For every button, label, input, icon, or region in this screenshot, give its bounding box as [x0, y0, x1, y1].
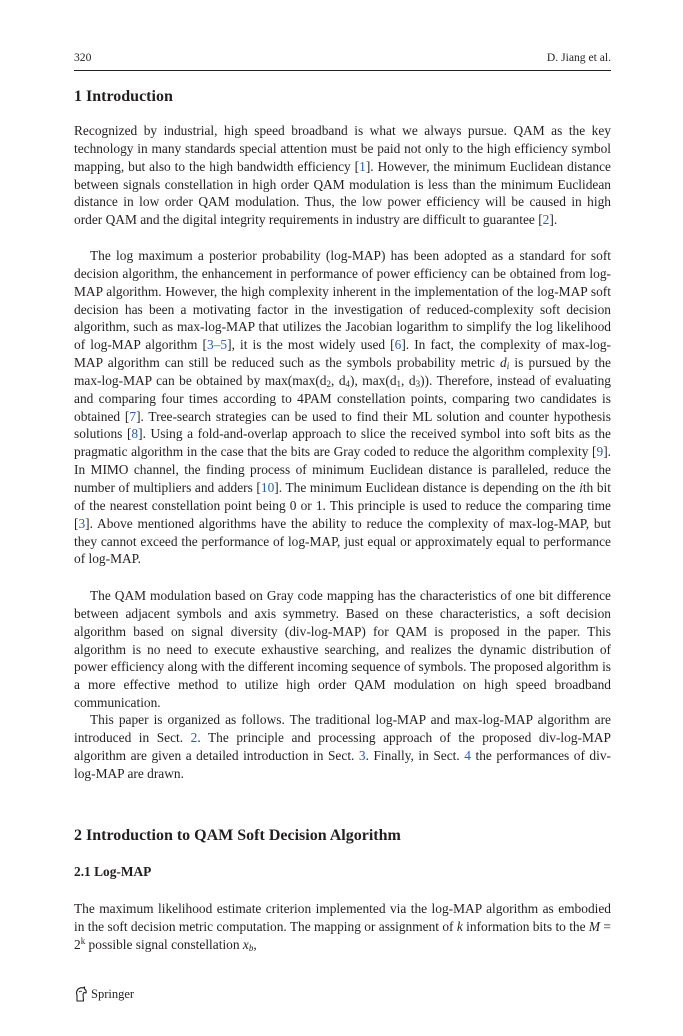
running-header-authors: D. Jiang et al. — [546, 51, 611, 64]
citation-link[interactable]: 6 — [394, 337, 402, 353]
section-1-heading: 1 Introduction — [74, 88, 173, 105]
log-map-paragraph-1: The maximum likelihood estimate criterion implemented via the log-MAP algorithm as embodied in the soft decision metric computation. The mapping or assignment of k information bits to the $M = 2^k$ possible signal constellation $x_b$, — [74, 901, 611, 953]
section-link[interactable]: 2 — [190, 729, 198, 745]
section-link[interactable]: 4 — [464, 747, 471, 763]
page-number: 320 — [74, 51, 92, 64]
citation-link[interactable]: 2 — [542, 212, 550, 228]
citation-link[interactable]: 9 — [596, 444, 604, 460]
citation-link[interactable]: 1 — [359, 158, 366, 174]
citation-link[interactable]: 3 — [207, 337, 214, 353]
intro-paragraph-4: This paper is organized as follows. The traditional log-MAP and max-log-MAP algorithm are introduced in Sect. 2. The principle and processing approach of the proposed div-log-MAP algorithm are given a detailed introduction in Sect. 3. Finally, in Sect. 4 the performances of div-log-MAP are drawn. — [74, 712, 612, 781]
springer-horse-icon — [74, 986, 88, 1002]
citation-link[interactable]: 7 — [129, 408, 137, 424]
running-header — [74, 51, 611, 69]
publisher-footer — [74, 985, 134, 1003]
citation-link[interactable]: 3 — [78, 515, 86, 531]
section-2-heading: 2 Introduction to QAM Soft Decision Algorithm — [74, 827, 401, 844]
section-link[interactable]: 3 — [358, 747, 366, 763]
citation-link[interactable]: 5 — [220, 337, 228, 353]
intro-paragraph-2: The log maximum a posterior probability (log-MAP) has been adopted as a standard for soft decision algorithm, the enhancement in performance of power efficiency can be obtained from log-MAP algorithm. However, the high complexity inherent in the implementation of the log-MAP soft decision has been a motivating factor in the investigation of reduced-complexity soft decision algorithm, such as max-log-MAP that utilizes the Jacobian logarithm to simplify the log likelihood of log-MAP algorithm [3–5], it is the most widely used [6]. In fact, the complexity of max-log-MAP algorithm can still be reduced such as the symbols probability metric $d_i$ is pursued by the max-log-MAP can be obtained by $\max(\max(d_2$, $d_4$), $\max(d_1$, $d_3$)). Therefore, instead of evaluating and comparing four times according to 4PAM constellation points, comparing two candidates is obtained [7]. Tree-search strategies can be used to find their ML solution and counter hypothesis solutions [8]. Using a fold-and-overlap approach to slice the received symbol into soft bits as the pragmatic algorithm in the case that the bits are Gray coded to reduce the algorithm complexity [9]. In MIMO channel, the finding process of minimum Euclidean distance is paralleled, reduce the number of multipliers and adders [10]. The minimum Euclidean distance is depending on the ith bit of the nearest constellation point being 0 or 1. This principle is used to reduce the comparing time [3]. Above mentioned algorithms have the ability to reduce the complexity of max-log-MAP, but they cannot exceed the performance of log-MAP, just equal or approximately equal to performance of log-MAP. — [74, 248, 612, 567]
citation-link[interactable]: 8 — [131, 426, 139, 442]
intro-paragraph-1: Recognized by industrial, high speed broadband is what we always pursue. QAM as the key technology in many standards special attention must be paid not only to the high efficiency symbol mapping, but also to the high bandwidth efficiency [1]. However, the minimum Euclidean distance between signals constellation in high order QAM modulation is less than the minimum Euclidean distance in low order QAM modulation. Thus, the low power efficiency will be caused in high order QAM and the digital integrity requirements in industry are difficult to guarantee [2]. — [74, 123, 612, 228]
intro-paragraph-3: The QAM modulation based on Gray code mapping has the characteristics of one bit difference between adjacent symbols and axis symmetry. Based on these characteristics, a soft decision algorithm based on signal diversity (div-log-MAP) for QAM is proposed in the paper. This algorithm is no need to execute exhaustive searching, and realizes the dynamic distribution of power efficiency along with the different incoming sequence of symbols. The proposed algorithm is a more effective method to utilize high order QAM modulation on high speed broadband communication. — [74, 588, 611, 711]
subsection-2-1-heading: 2.1 Log-MAP — [74, 864, 152, 879]
publisher-name: Springer — [91, 986, 135, 1001]
header-rule — [74, 70, 611, 71]
citation-link[interactable]: 10 — [260, 479, 275, 495]
